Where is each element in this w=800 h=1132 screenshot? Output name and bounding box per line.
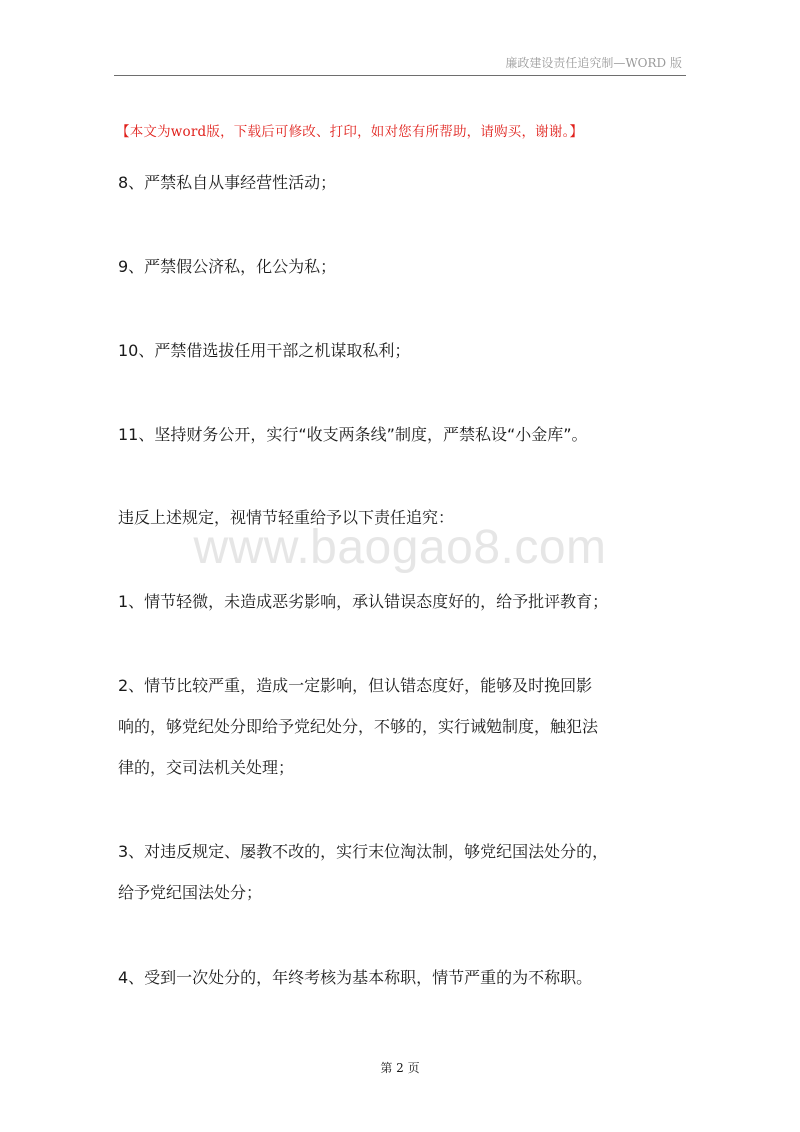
watermark-text: www.baogao8.com <box>193 521 607 574</box>
paragraph-line: 2、情节比较严重，造成一定影响，但认错态度好，能够及时挽回影 <box>118 676 593 695</box>
header-title: 廉政建设责任追究制—WORD 版 <box>505 56 682 70</box>
paragraph-penalty-1 <box>118 581 688 622</box>
paragraph-line: 1、情节轻微，未造成恶劣影响，承认错误态度好的，给予批评教育； <box>118 592 609 611</box>
page-number: 第 2 页 <box>380 1061 420 1075</box>
paragraph-item-8 <box>118 162 688 203</box>
paragraph-penalty-4 <box>118 957 688 998</box>
purchase-notice: 【本文为word版，下载后可修改、打印，如对您有所帮助，请购买，谢谢。】 <box>116 124 584 140</box>
paragraph-penalty-2 <box>118 665 688 788</box>
paragraph-line: 9、严禁假公济私，化公为私； <box>118 257 337 276</box>
paragraph-line: 10、严禁借选拔任用干部之机谋取私利； <box>118 341 411 360</box>
paragraph-item-11 <box>118 414 688 455</box>
paragraph-line: 3、对违反规定、屡教不改的，实行末位淘汰制，够党纪国法处分的， <box>118 842 609 861</box>
paragraph-line: 给予党纪国法处分； <box>118 883 263 902</box>
paragraph-penalty-3 <box>118 831 688 913</box>
paragraph-item-9 <box>118 246 688 287</box>
paragraph-line: 律的，交司法机关处理； <box>118 758 295 777</box>
paragraph-line: 11、坚持财务公开，实行“收支两条线”制度，严禁私设“小金库”。 <box>118 425 588 444</box>
paragraph-line: 4、受到一次处分的，年终考核为基本称职，情节严重的为不称职。 <box>118 968 593 987</box>
paragraph-line: 响的，够党纪处分即给予党纪处分，不够的，实行诫勉制度，触犯法 <box>118 717 599 736</box>
paragraph-item-10 <box>118 330 688 371</box>
header-divider <box>114 75 686 76</box>
paragraph-line: 8、严禁私自从事经营性活动； <box>118 173 337 192</box>
paragraph-line: 违反上述规定，视情节轻重给予以下责任追究： <box>118 508 455 527</box>
